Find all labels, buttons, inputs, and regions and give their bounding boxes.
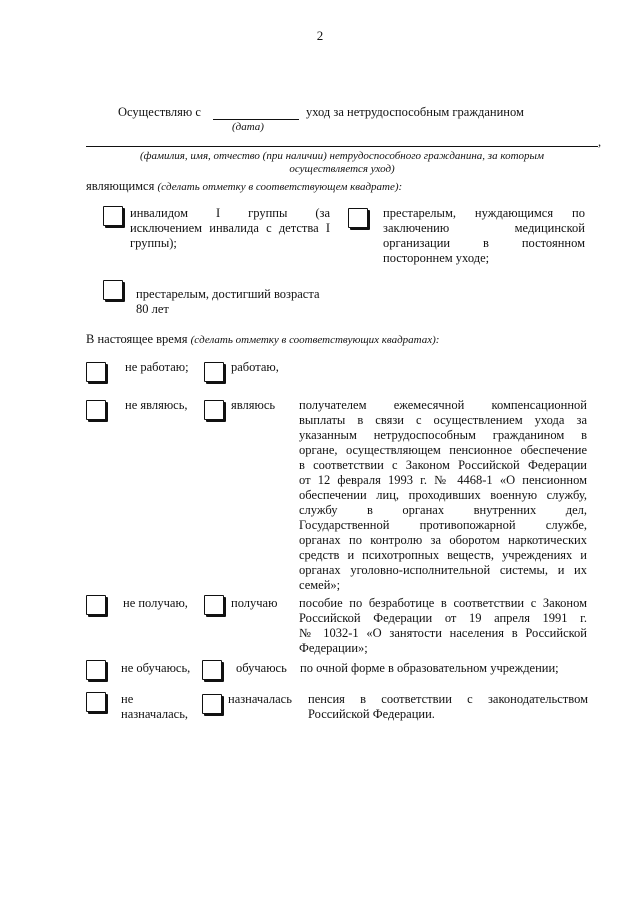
not-recipient-checkbox[interactable] — [86, 400, 106, 420]
pension-not-assigned-checkbox[interactable] — [86, 692, 106, 712]
recipient-desc-line: указанным нетрудоспособным гражданином в — [299, 428, 587, 442]
care-start-prefix: Осуществляю с — [118, 105, 201, 119]
pension-not-assigned-label — [121, 692, 188, 722]
recipient-desc-line: органах уголовно-исполнительной системы, и их — [299, 563, 587, 577]
elderly-care-line-2: заключению медицинской — [383, 221, 585, 235]
pension-desc-line: Российской Федерации. — [308, 707, 435, 721]
recipient-checkbox[interactable] — [204, 400, 224, 420]
recipient-desc-line: службу в органах внутренних дел, — [299, 503, 587, 517]
care-start-suffix: уход за нетрудоспособным гражданином — [306, 105, 524, 119]
no-benefit-label: не получаю, — [123, 596, 188, 610]
benefit-description — [299, 596, 587, 656]
pension-description — [308, 692, 588, 722]
recipient-desc-line: органе, осуществляющем пенсионное обеспечение — [299, 443, 587, 457]
pension-not-assigned-line-1: не — [121, 692, 134, 706]
invalid-checkbox[interactable] — [103, 206, 123, 226]
elderly-80-option-text — [136, 287, 320, 317]
studying-checkbox[interactable] — [202, 660, 222, 680]
current-label-text: В настоящее время — [86, 332, 188, 346]
working-checkbox[interactable] — [204, 362, 224, 382]
not-studying-label: не обучаюсь, — [121, 661, 191, 675]
study-description: по очной форме в образовательном учреждении; — [300, 661, 559, 675]
name-field-line[interactable] — [86, 146, 598, 147]
benefit-desc-line: Российской Федерации от 19 апреля 1991 г. — [299, 611, 587, 625]
status-label — [86, 179, 402, 194]
recipient-desc-line: семей»; — [299, 578, 341, 592]
elderly-care-checkbox[interactable] — [348, 208, 368, 228]
pension-assigned-checkbox[interactable] — [202, 694, 222, 714]
not-working-label: не работаю; — [125, 360, 189, 374]
recipient-desc-line: Государственной противопожарной службе, — [299, 518, 587, 532]
invalid-option-text — [130, 206, 330, 251]
not-studying-checkbox[interactable] — [86, 660, 106, 680]
elderly-80-checkbox[interactable] — [103, 280, 123, 300]
recipient-desc-line: от 12 февраля 1993 г. № 4468-1 «О пенсионном — [299, 473, 587, 487]
no-benefit-checkbox[interactable] — [86, 595, 106, 615]
name-caption-line-2: осуществляется уход) — [289, 163, 395, 175]
recipient-label: являюсь — [231, 398, 276, 412]
current-hint: (сделать отметку в соответствующих квадратах): — [190, 334, 440, 346]
current-label — [86, 332, 439, 347]
elderly-care-line-1: престарелым, нуждающимся по — [383, 206, 585, 220]
pension-not-assigned-line-2: назначалась, — [121, 707, 189, 721]
pension-desc-line: пенсия в соответствии с законодательством — [308, 692, 588, 706]
studying-label: обучаюсь — [236, 661, 287, 675]
elderly-care-line-3: организации в постоянном — [383, 236, 585, 250]
elderly-80-line-2: 80 лет — [136, 302, 169, 316]
benefit-label: получаю — [231, 596, 278, 610]
not-working-checkbox[interactable] — [86, 362, 106, 382]
recipient-desc-line: получателем ежемесячной компенсационной — [299, 398, 587, 412]
recipient-description — [299, 398, 587, 593]
status-label-text: являющимся — [86, 179, 155, 193]
status-hint: (сделать отметку в соответствующем квадрате): — [157, 181, 403, 193]
recipient-desc-line: обеспечении лиц, проходивших военную службу, — [299, 488, 587, 502]
recipient-desc-line: выплаты в связи с осуществлением ухода за — [299, 413, 587, 427]
benefit-desc-line: Федерации»; — [299, 641, 368, 655]
pension-assigned-label: назначалась — [228, 692, 292, 706]
recipient-desc-line: в соответствии с Законом Российской Федерации — [299, 458, 587, 472]
elderly-care-option-text — [383, 206, 585, 266]
recipient-desc-line: органах по контролю за оборотом наркотических — [299, 533, 587, 547]
benefit-checkbox[interactable] — [204, 595, 224, 615]
working-label: работаю, — [231, 360, 279, 374]
name-caption-line-1: (фамилия, имя, отчество (при наличии) нетрудоспособного гражданина, за которым — [140, 150, 544, 162]
recipient-desc-line: средств и психотропных веществ, учреждениях и — [299, 548, 587, 562]
not-recipient-label: не являюсь, — [125, 398, 188, 412]
invalid-line-1: инвалидом I группы (за — [130, 206, 330, 220]
benefit-desc-line: № 1032-1 «О занятости населения в Российской — [299, 626, 587, 640]
invalid-line-3: группы); — [130, 236, 177, 250]
page-number: 2 — [316, 28, 324, 43]
invalid-line-2: исключением инвалида с детства I — [130, 221, 330, 235]
elderly-care-line-4: постороннем уходе; — [383, 251, 490, 265]
name-line-comma: , — [598, 135, 602, 149]
elderly-80-line-1: престарелым, достигший возраста — [136, 287, 320, 301]
date-field-line[interactable] — [213, 119, 299, 120]
benefit-desc-line: пособие по безработице в соответствии с Законом — [299, 596, 587, 610]
date-caption: (дата) — [232, 121, 264, 133]
